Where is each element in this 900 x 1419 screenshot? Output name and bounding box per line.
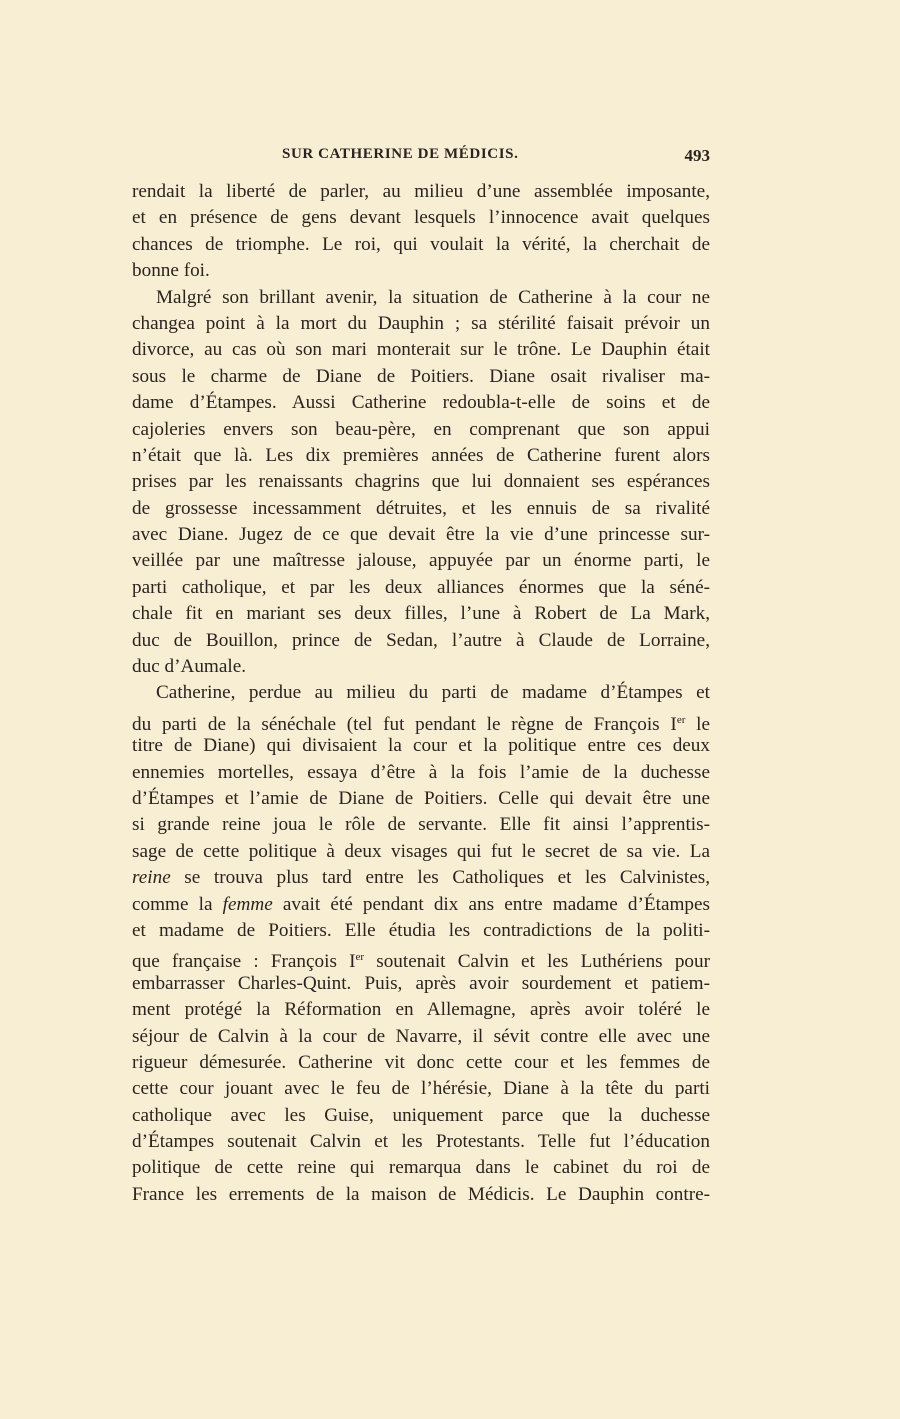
- text-segment: et madame de Poitiers. Elle étudia les contradictions de la politi-: [132, 919, 710, 941]
- italic-text: femme: [222, 893, 273, 915]
- text-line: [132, 733, 710, 759]
- text-segment: soutenait Calvin et les Luthériens pour: [364, 951, 710, 973]
- text-segment: se trouva plus tard entre les Catholiques et les Calvinistes,: [170, 867, 710, 889]
- text-line: [132, 1182, 710, 1208]
- text-line: [132, 337, 710, 363]
- text-segment: duc de Bouillon, prince de Sedan, l’autre à Claude de Lorraine,: [132, 629, 710, 651]
- text-segment: Catherine, perdue au milieu du parti de madame d’Étampes et: [156, 682, 710, 704]
- text-line: [132, 443, 710, 469]
- text-segment: cette cour jouant avec le feu de l’hérésie, Diane à la tête du parti: [132, 1078, 710, 1100]
- text-segment: veillée par une maîtresse jalouse, appuyée par un énorme parti, le: [132, 550, 710, 572]
- text-line: [132, 232, 710, 258]
- page-header: [132, 146, 710, 170]
- text-line: [132, 944, 710, 973]
- text-segment: rendait la liberté de parler, au milieu d’une assemblée imposante,: [132, 181, 710, 202]
- text-line: [132, 1024, 710, 1050]
- text-line: [132, 311, 710, 337]
- text-line: [132, 601, 710, 627]
- text-line: [132, 179, 710, 205]
- text-segment: sous le charme de Diane de Poitiers. Diane osait rivaliser ma-: [132, 365, 710, 387]
- text-segment: ment protégé la Réformation en Allemagne, après avoir toléré le: [132, 999, 710, 1021]
- running-title: SUR CATHERINE DE MÉDICIS.: [282, 146, 519, 162]
- text-segment: prises par les renaissants chagrins que lui donnaient ses espérances: [132, 471, 710, 493]
- text-segment: avec Diane. Jugez de ce que devait être la vie d’une princesse sur-: [132, 524, 710, 546]
- text-line: [132, 205, 710, 231]
- text-segment: duc d’Aumale.: [132, 656, 247, 678]
- text-line: [132, 496, 710, 522]
- text-line: [132, 997, 710, 1023]
- text-line: [132, 522, 710, 548]
- text-line: [132, 390, 710, 416]
- text-segment: catholique avec les Guise, uniquement parce que la duchesse: [132, 1104, 710, 1126]
- text-line: [132, 680, 710, 706]
- text-segment: si grande reine joua le rôle de servante. Elle fit ainsi l’apprentis-: [132, 814, 710, 836]
- superscript: er: [676, 713, 686, 726]
- text-line: [132, 1103, 710, 1129]
- superscript: er: [355, 951, 365, 964]
- text-line: [132, 760, 710, 786]
- text-line: [132, 575, 710, 601]
- text-line: [132, 417, 710, 443]
- text-line: [132, 258, 710, 284]
- text-line: [132, 285, 710, 311]
- text-segment: du parti de la sénéchale (tel fut pendant le règne de François I: [132, 713, 677, 735]
- text-segment: que française : François I: [132, 951, 356, 973]
- text-segment: chale fit en mariant ses deux filles, l’une à Robert de La Mark,: [132, 603, 710, 625]
- text-line: [132, 548, 710, 574]
- text-segment: France les errements de la maison de Médicis. Le Dauphin contre-: [132, 1183, 710, 1205]
- text-segment: séjour de Calvin à la cour de Navarre, il sévit contre elle avec une: [132, 1025, 710, 1047]
- text-line: [132, 654, 710, 680]
- text-segment: d’Étampes soutenait Calvin et les Protestants. Telle fut l’éducation: [132, 1131, 710, 1153]
- text-line: [132, 1076, 710, 1102]
- text-segment: ennemies mortelles, essaya d’être à la fois l’amie de la duchesse: [132, 761, 710, 783]
- text-line: [132, 707, 710, 733]
- text-line: [132, 918, 710, 944]
- text-segment: dame d’Étampes. Aussi Catherine redoubla-t-elle de soins et de: [132, 392, 710, 414]
- text-line: [132, 812, 710, 838]
- text-segment: rigueur démesurée. Catherine vit donc cette cour et les femmes de: [132, 1051, 710, 1073]
- text-line: [132, 971, 710, 997]
- italic-text: reine: [132, 867, 171, 889]
- text-segment: n’était que là. Les dix premières années de Catherine furent alors: [132, 444, 710, 466]
- text-segment: titre de Diane) qui divisaient la cour et la politique entre ces deux: [132, 735, 710, 757]
- text-segment: et en présence de gens devant lesquels l’innocence avait quelques: [132, 207, 710, 229]
- text-line: [132, 839, 710, 865]
- text-line: [132, 364, 710, 390]
- text-segment: bonne foi.: [132, 260, 210, 282]
- text-segment: d’Étampes et l’amie de Diane de Poitiers. Celle qui devait être une: [132, 787, 710, 809]
- text-segment: embarrasser Charles-Quint. Puis, après avoir sourdement et patiem-: [132, 972, 710, 994]
- text-segment: de grossesse incessamment détruites, et les ennuis de sa rivalité: [132, 497, 710, 519]
- text-line: [132, 1129, 710, 1155]
- text-segment: sage de cette politique à deux visages qui fut le secret de sa vie. La: [132, 840, 710, 862]
- page-number: 493: [684, 146, 710, 165]
- text-line: [132, 786, 710, 812]
- text-segment: cajoleries envers son beau-père, en comprenant que son appui: [132, 418, 710, 440]
- text-line: [132, 892, 710, 918]
- text-segment: divorce, au cas où son mari monterait sur le trône. Le Dauphin était: [132, 339, 710, 361]
- text-segment: parti catholique, et par les deux alliances énormes que la séné-: [132, 576, 710, 598]
- text-segment: avait été pendant dix ans entre madame d’Étampes: [272, 893, 710, 915]
- text-line: [132, 865, 710, 891]
- text-line: [132, 628, 710, 654]
- text-segment: changea point à la mort du Dauphin ; sa stérilité faisait prévoir un: [132, 312, 710, 334]
- text-segment: comme la: [132, 893, 223, 915]
- text-segment: chances de triomphe. Le roi, qui voulait la vérité, la cherchait de: [132, 233, 710, 255]
- body-text: [132, 179, 710, 1208]
- text-segment: Malgré son brillant avenir, la situation de Catherine à la cour ne: [156, 286, 710, 308]
- text-line: [132, 1050, 710, 1076]
- text-line: [132, 469, 710, 495]
- text-segment: politique de cette reine qui remarqua dans le cabinet du roi de: [132, 1157, 710, 1179]
- text-segment: le: [685, 713, 710, 735]
- text-line: [132, 1155, 710, 1181]
